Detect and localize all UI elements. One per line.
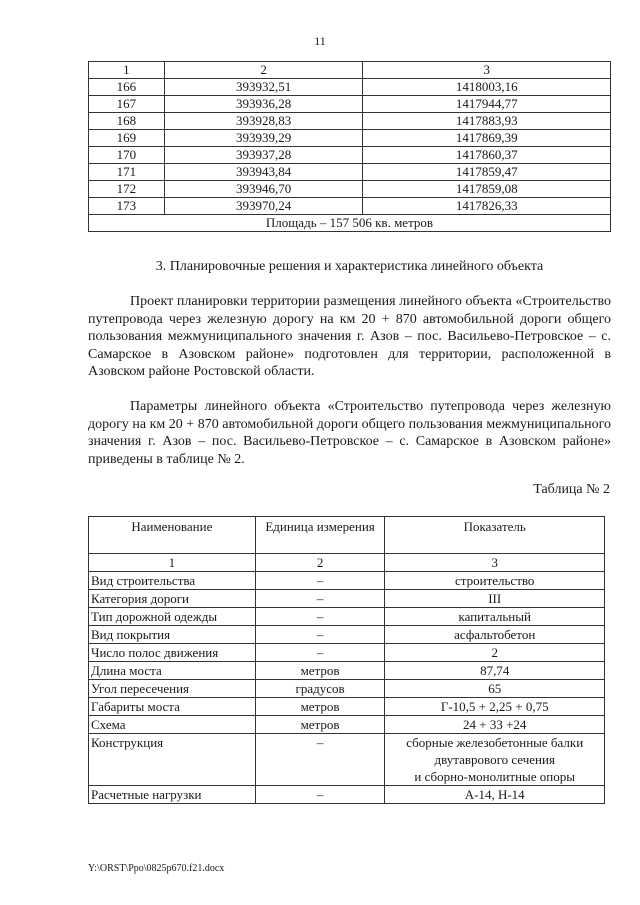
y-coordinate-cell: 1417860,37 <box>363 147 611 164</box>
table-row <box>89 644 605 662</box>
x-coordinate-cell: 393928,83 <box>164 113 363 130</box>
x-coordinate-cell: 393943,84 <box>164 164 363 181</box>
point-number-cell: 167 <box>89 96 165 113</box>
table-row <box>89 786 605 804</box>
table-row <box>89 734 605 786</box>
table-row <box>89 680 605 698</box>
value-cell <box>385 734 605 786</box>
y-coordinate-cell: 1417859,47 <box>363 164 611 181</box>
point-number-cell: 170 <box>89 147 165 164</box>
x-coordinate-cell: 393936,28 <box>164 96 363 113</box>
parameter-name-cell: Угол пересечения <box>89 680 256 698</box>
y-coordinate-cell: 1417869,39 <box>363 130 611 147</box>
unit-cell: метров <box>255 698 385 716</box>
parameter-name-cell: Тип дорожной одежды <box>89 608 256 626</box>
table-row <box>89 662 605 680</box>
unit-cell: – <box>255 626 385 644</box>
parameter-name-cell: Длина моста <box>89 662 256 680</box>
table-row <box>89 113 611 130</box>
table-row <box>89 698 605 716</box>
value-line: и сборно-монолитные опоры <box>414 769 575 784</box>
unit-cell: – <box>255 786 385 804</box>
column-header-cell: Наименование <box>89 517 256 554</box>
area-row <box>89 215 611 232</box>
value-cell: А-14, Н-14 <box>385 786 605 804</box>
table-header-row <box>89 517 605 554</box>
page-number: 11 <box>314 34 326 48</box>
column-number-cell: 1 <box>89 62 165 79</box>
area-total-cell: Площадь – 157 506 кв. метров <box>89 215 611 232</box>
parameter-name-cell: Конструкция <box>89 734 256 786</box>
paragraph-object-parameters: Параметры линейного объекта «Строительство путепровода через железную дорогу на км 20 + 870 автомобильной дороги общего пользования межмуниципального значения г. Азов – пос. Васильево-Петровское – с. Самарское в Азовском районе» приведены в таблице № 2. <box>88 399 611 467</box>
table-caption: Таблица № 2 <box>533 482 610 497</box>
unit-cell: градусов <box>255 680 385 698</box>
unit-cell: – <box>255 572 385 590</box>
value-cell: Г-10,5 + 2,25 + 0,75 <box>385 698 605 716</box>
x-coordinate-cell: 393946,70 <box>164 181 363 198</box>
column-number-cell: 3 <box>363 62 611 79</box>
column-number-cell: 3 <box>385 554 605 572</box>
value-line: сборные железобетонные балки <box>406 735 584 750</box>
column-header-cell: Показатель <box>385 517 605 554</box>
column-number-cell: 2 <box>255 554 385 572</box>
unit-cell: – <box>255 644 385 662</box>
value-cell: 87,74 <box>385 662 605 680</box>
value-line: двутаврового сечения <box>434 752 555 767</box>
value-cell: III <box>385 590 605 608</box>
column-numbers-row <box>89 554 605 572</box>
parameter-name-cell: Вид покрытия <box>89 626 256 644</box>
table-row <box>89 79 611 96</box>
table-row <box>89 716 605 734</box>
value-cell: асфальтобетон <box>385 626 605 644</box>
table-row <box>89 181 611 198</box>
parameters-table <box>88 516 605 804</box>
table-row <box>89 164 611 181</box>
value-cell: капитальный <box>385 608 605 626</box>
x-coordinate-cell: 393937,28 <box>164 147 363 164</box>
value-cell: строительство <box>385 572 605 590</box>
table-row <box>89 96 611 113</box>
value-cell: 2 <box>385 644 605 662</box>
column-number-cell: 1 <box>89 554 256 572</box>
point-number-cell: 169 <box>89 130 165 147</box>
section-heading: 3. Планировочные решения и характеристика линейного объекта <box>155 259 544 274</box>
table-row <box>89 590 605 608</box>
y-coordinate-cell: 1418003,16 <box>363 79 611 96</box>
column-number-cell: 2 <box>164 62 363 79</box>
parameter-name-cell: Расчетные нагрузки <box>89 786 256 804</box>
x-coordinate-cell: 393939,29 <box>164 130 363 147</box>
parameter-name-cell: Категория дороги <box>89 590 256 608</box>
y-coordinate-cell: 1417944,77 <box>363 96 611 113</box>
parameter-name-cell: Число полос движения <box>89 644 256 662</box>
y-coordinate-cell: 1417859,08 <box>363 181 611 198</box>
value-cell: 24 + 33 +24 <box>385 716 605 734</box>
point-number-cell: 166 <box>89 79 165 96</box>
column-header-cell: Единица измерения <box>255 517 385 554</box>
unit-cell: метров <box>255 716 385 734</box>
table-row <box>89 608 605 626</box>
point-number-cell: 172 <box>89 181 165 198</box>
x-coordinate-cell: 393932,51 <box>164 79 363 96</box>
y-coordinate-cell: 1417826,33 <box>363 198 611 215</box>
unit-cell: – <box>255 590 385 608</box>
table-row <box>89 626 605 644</box>
point-number-cell: 171 <box>89 164 165 181</box>
coordinates-table <box>88 61 611 232</box>
table-row <box>89 130 611 147</box>
table-header-row <box>89 62 611 79</box>
point-number-cell: 168 <box>89 113 165 130</box>
table-row <box>89 198 611 215</box>
point-number-cell: 173 <box>89 198 165 215</box>
table-row <box>89 147 611 164</box>
parameter-name-cell: Габариты моста <box>89 698 256 716</box>
parameter-name-cell: Вид строительства <box>89 572 256 590</box>
paragraph-project-description: Проект планировки территории размещения линейного объекта «Строительство путепровода через железную дорогу на км 20 + 870 автомобильной дороги общего пользования межмуниципального значения г. Азов – пос. Васильево-Петровское – с. Самарское в Азовском районе» подготовлен для территории, расположенной в Азовском районе Ростовской области. <box>88 294 611 380</box>
unit-cell: – <box>255 608 385 626</box>
x-coordinate-cell: 393970,24 <box>164 198 363 215</box>
table-row <box>89 572 605 590</box>
value-cell: 65 <box>385 680 605 698</box>
y-coordinate-cell: 1417883,93 <box>363 113 611 130</box>
unit-cell: – <box>255 734 385 786</box>
unit-cell: метров <box>255 662 385 680</box>
file-path-footer: Y:\ORST\Ppo\0825p670.f21.docx <box>88 863 225 874</box>
parameter-name-cell: Схема <box>89 716 256 734</box>
